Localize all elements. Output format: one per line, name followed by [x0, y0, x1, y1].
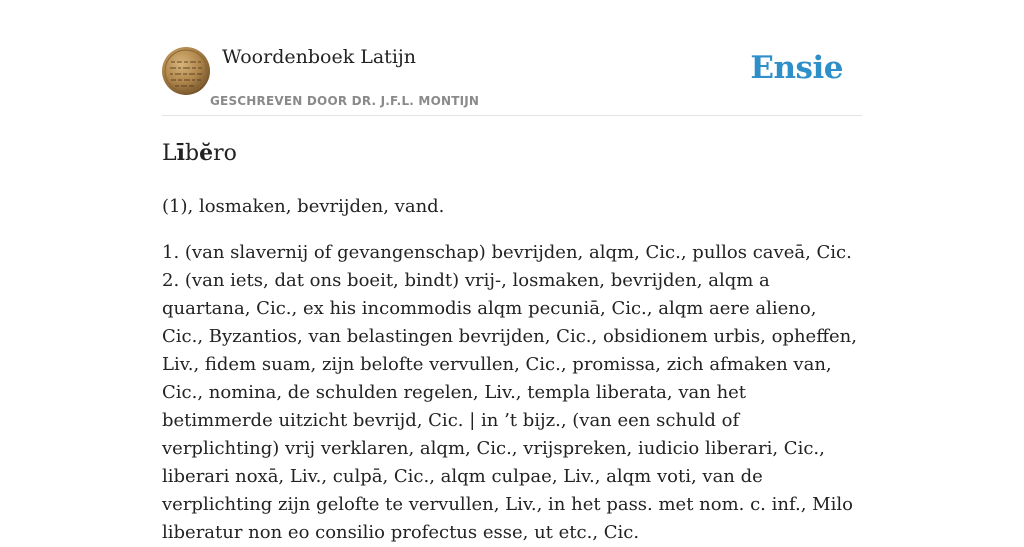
- entry-title-part: ĕ: [199, 140, 214, 166]
- site-header: [162, 0, 862, 116]
- ensie-brand-link[interactable]: Ensie: [750, 50, 843, 86]
- author-byline: GESCHREVEN DOOR DR. J.F.L. MONTIJN: [210, 94, 480, 108]
- entry-summary: (1), losmaken, bevrijden, vand.: [162, 196, 445, 217]
- definition-line-2: 2. (van iets, dat ons boeit, bindt) vrij-, losmaken, bevrijden, alqm a quartana, Cic., ex his incommodis alqm pecuniā, Cic., alqm aere alieno, Cic., Byzantios, van belastingen bevrijden, Cic., obsidionem urbis, opheffen, Liv., fidem suam, zijn belofte vervullen, Cic., promissa, zich afmaken van, Cic., nomina, de schulden regelen, Liv., templa liberata, van het betimmerde uitzicht bevrijd, Cic. | in ’t bijz., (van een schuld of verplichting) vrij verklaren, alqm, Cic., vrijspreken, iudicio liberari, Cic., liberari noxā, Liv., culpā, Cic., alqm culpae, Liv., alqm voti, van de verplichting zijn gelofte te vervullen, Liv., in het pass. met nom. c. inf., Milo liberatur non eo consilio profectus esse, ut etc., Cic.: [162, 270, 857, 543]
- coin-logo-icon[interactable]: [162, 47, 210, 95]
- entry-title-part: ro: [213, 141, 237, 166]
- entry-title-part: ī: [176, 140, 185, 166]
- definition-line-1: 1. (van slavernij of gevangenschap) bevrijden, alqm, Cic., pullos caveā, Cic.: [162, 242, 852, 263]
- dictionary-title[interactable]: Woordenboek Latijn: [222, 46, 417, 68]
- entry-definition: [162, 239, 862, 547]
- entry-title-part: b: [184, 141, 200, 166]
- content-container: [162, 0, 862, 543]
- entry-title: [162, 140, 237, 166]
- entry-title-part: L: [162, 141, 177, 166]
